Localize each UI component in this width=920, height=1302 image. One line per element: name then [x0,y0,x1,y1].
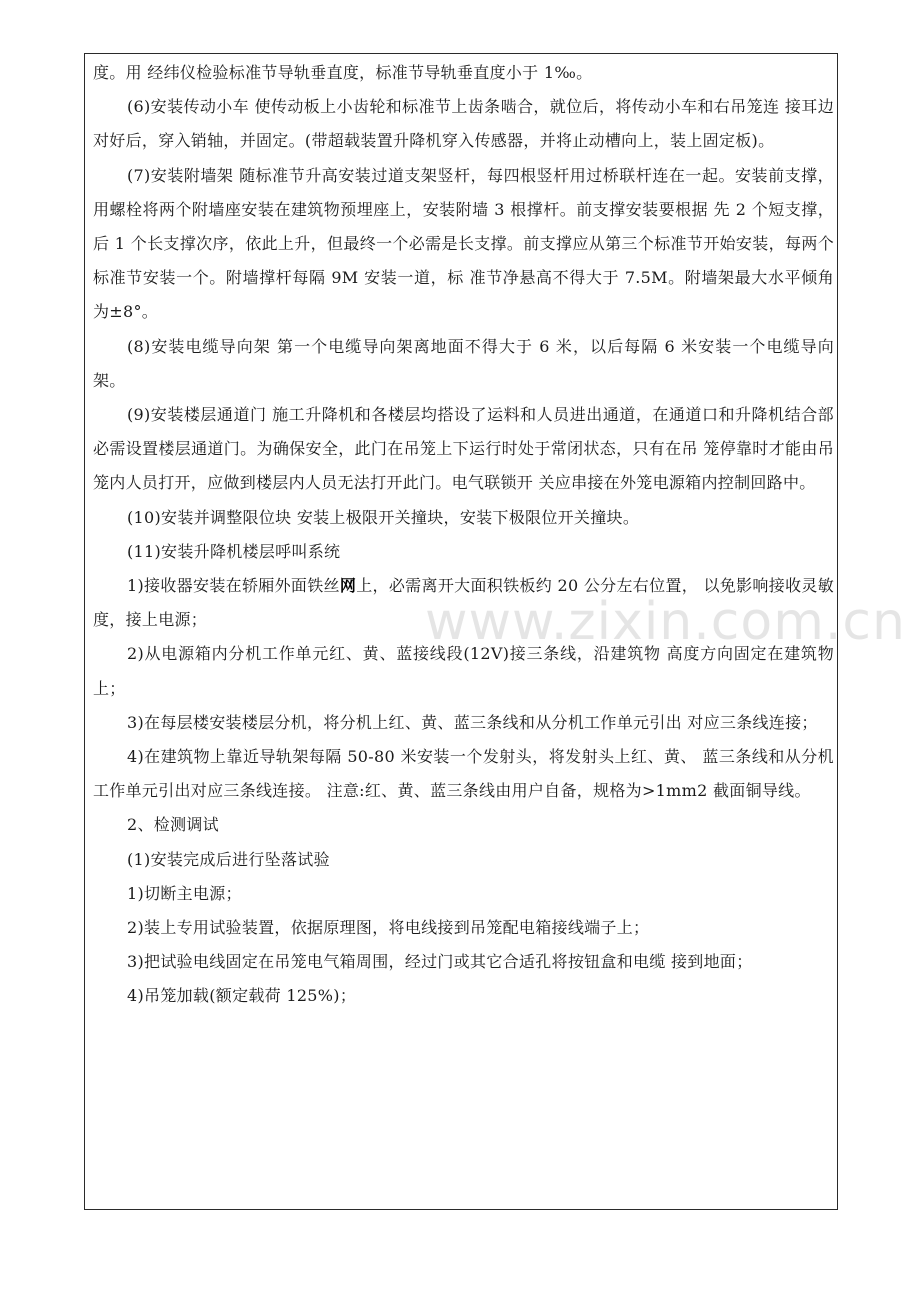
paragraph-step-7: (7)安装附墙架 随标准节升高安装过道支架竖杆，每四根竖杆用过桥联杆连在一起。安装前支撑， 用螺栓将两个附墙座安装在建筑物预埋座上，安装附墙 3 根撑杆。前支撑安装要根据 先 2 个短支撑，后 1 个长支撑次序，依此上升，但最终一个必需是长支撑。前支撑应从第三个标准节开始安装，每两个标准节安装一个。附墙撑杆每隔 9M 安装一道，标 准节净悬高不得大于 7.5M。附墙架最大水平倾角为±8°。 [93,165,834,322]
paragraph-drop-test: (1)安装完成后进行坠落试验 [127,849,330,869]
sub-1-highlight: 网 [339,576,357,596]
paragraph-sub-3: 3)在每层楼安装楼层分机，将分机上红、黄、蓝三条线和从分机工作单元引出 对应三条线连接； [127,712,818,732]
paragraph-test-2: 2)装上专用试验装置，依据原理图，将电线接到吊笼配电箱接线端子上； [127,918,650,938]
paragraph-test-1: 1)切断主电源； [127,883,242,903]
section-heading-testing: 2、检测调试 [127,815,219,835]
paragraph-continuation: 度。用 经纬仪检验标准节导轨垂直度，标准节导轨垂直度小于 1‰。 [93,63,593,82]
paragraph-step-11: (11)安装升降机楼层呼叫系统 [127,541,341,561]
sub-1-text-before: 1)接收器安装在轿厢外面铁丝 [127,576,340,596]
paragraph-step-6: (6)安装传动小车 使传动板上小齿轮和标准节上齿条啮合，就位后，将传动小车和右吊笼连 接耳边对好后，穿入销轴，并固定。(带超载装置升降机穿入传感器，并将止动槽向上，装上固定板)。 [93,97,834,151]
paragraph-sub-2: 2)从电源箱内分机工作单元红、黄、蓝接线段(12V)接三条线，沿建筑物 高度方向固定在建筑物上； [93,644,834,698]
document-body [93,56,834,1014]
paragraph-sub-1 [93,569,834,637]
paragraph-step-10: (10)安装并调整限位块 安装上极限开关撞块，安装下极限位开关撞块。 [127,507,640,527]
paragraph-test-3: 3)把试验电线固定在吊笼电气箱周围，经过门或其它合适孔将按钮盒和电缆 接到地面； [127,952,753,972]
paragraph-test-4: 4)吊笼加载(额定载荷 125%)； [127,986,357,1006]
paragraph-step-9: (9)安装楼层通道门 施工升降机和各楼层均搭设了运料和人员进出通道，在通道口和升降机结合部 必需设置楼层通道门。为确保安全，此门在吊笼上下运行时处于常闭状态，只有在吊 笼停靠时才能由吊笼内人员打开，应做到楼层内人员无法打开此门。电气联锁开 关应串接在外笼电源箱内控制回路中。 [93,405,834,493]
sub-1-text-after: 上，必需离开大面积铁板约 20 公分左右位置， 以免影响接收灵敏度，接上电源； [93,576,835,630]
paragraph-sub-4: 4)在建筑物上靠近导轨架每隔 50-80 米安装一个发射头，将发射头上红、黄、 蓝三条线和从分机工作单元引出对应三条线连接。 注意:红、黄、蓝三条线由用户自备，规格为>1mm2 截面铜导线。 [93,747,834,801]
paragraph-step-8: (8)安装电缆导向架 第一个电缆导向架离地面不得大于 6 米，以后每隔 6 米安装一个电缆导向架。 [93,336,834,390]
watermark-text: www.zixin.com.cn [425,592,906,652]
